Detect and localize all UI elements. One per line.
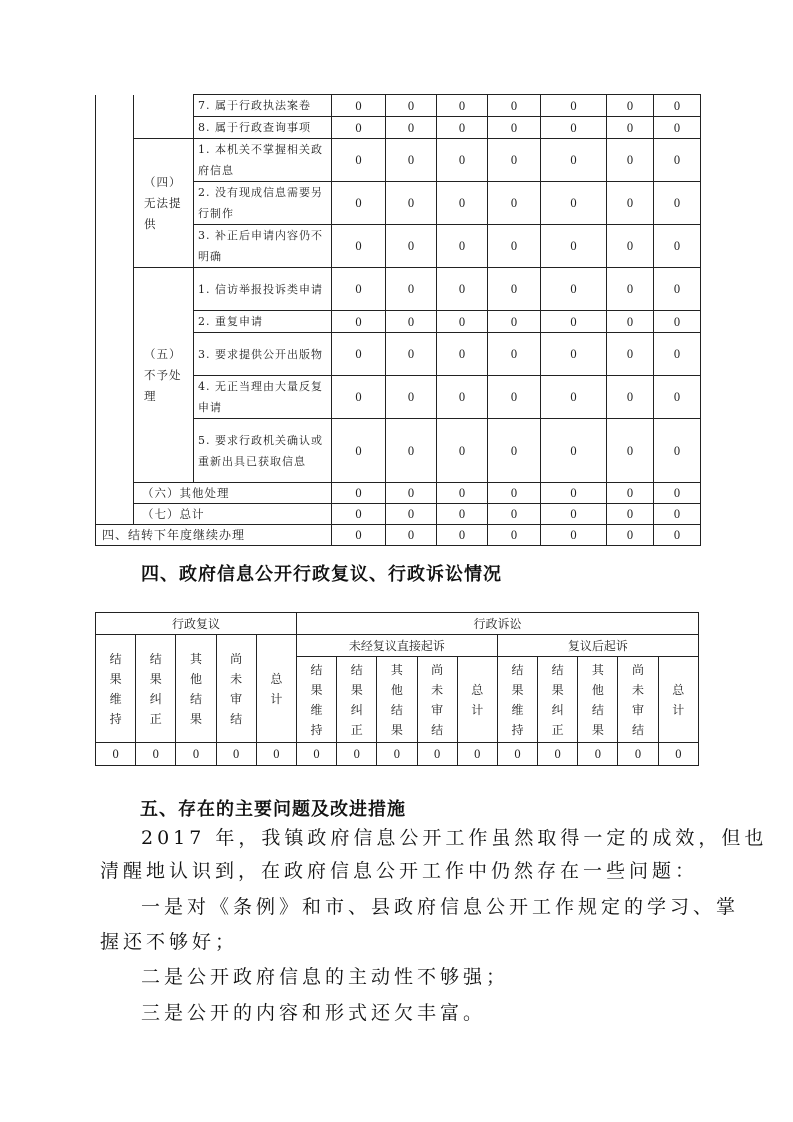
value-cell: 0 — [607, 525, 654, 546]
group-label-cannot-provide: （四）无法提供 — [134, 139, 194, 268]
column-header: 尚 未 审 结 — [618, 657, 658, 743]
value-cell: 0 — [332, 376, 386, 419]
value-cell: 0 — [654, 139, 701, 182]
value-cell: 0 — [386, 504, 437, 525]
value-cell: 0 — [607, 311, 654, 333]
row-label: 3. 要求提供公开出版物 — [194, 333, 332, 376]
value-cell: 0 — [654, 117, 701, 139]
review-header: 行政复议 — [96, 613, 297, 635]
value-cell: 0 — [437, 376, 488, 419]
value-cell: 0 — [607, 419, 654, 483]
value-cell: 0 — [488, 525, 541, 546]
disclosure-handling-table — [95, 94, 701, 546]
table-row — [96, 525, 701, 546]
column-header: 其 他 结 果 — [578, 657, 618, 743]
value-cell: 0 — [386, 117, 437, 139]
value-cell: 0 — [541, 419, 607, 483]
value-cell: 0 — [386, 268, 437, 311]
value-cell: 0 — [437, 95, 488, 117]
value-cell: 0 — [654, 182, 701, 225]
value-cell: 0 — [607, 504, 654, 525]
value-cell: 0 — [437, 117, 488, 139]
value-cell: 0 — [654, 504, 701, 525]
group-cell — [134, 95, 194, 139]
column-header: 总 计 — [457, 657, 497, 743]
row-label-other: （六）其他处理 — [134, 483, 332, 504]
value-cell: 0 — [541, 117, 607, 139]
value-cell: 0 — [541, 333, 607, 376]
value-cell: 0 — [386, 483, 437, 504]
table-row — [96, 268, 701, 311]
paragraph-line: 三是公开的内容和形式还欠丰富。 — [141, 1002, 487, 1024]
value-cell: 0 — [386, 225, 437, 268]
column-header: 总 计 — [256, 635, 296, 743]
direct-suit-header: 未经复议直接起诉 — [296, 635, 497, 657]
value-cell: 0 — [332, 333, 386, 376]
value-cell: 0 — [332, 117, 386, 139]
value-cell: 0 — [488, 311, 541, 333]
value-cell: 0 — [386, 311, 437, 333]
value-cell: 0 — [386, 139, 437, 182]
value-cell: 0 — [96, 743, 136, 766]
column-header: 其 他 结 果 — [377, 657, 417, 743]
value-cell: 0 — [176, 743, 216, 766]
value-cell: 0 — [497, 743, 537, 766]
column-header: 结 果 纠 正 — [136, 635, 176, 743]
row-label: 7. 属于行政执法案卷 — [194, 95, 332, 117]
value-cell: 0 — [386, 525, 437, 546]
value-cell: 0 — [488, 504, 541, 525]
value-cell: 0 — [607, 139, 654, 182]
value-cell: 0 — [654, 95, 701, 117]
value-cell: 0 — [654, 419, 701, 483]
row-label: 2. 重复申请 — [194, 311, 332, 333]
value-cell: 0 — [332, 483, 386, 504]
value-cell: 0 — [437, 139, 488, 182]
value-cell: 0 — [654, 311, 701, 333]
value-cell: 0 — [654, 268, 701, 311]
value-cell: 0 — [488, 268, 541, 311]
value-cell: 0 — [437, 333, 488, 376]
value-cell: 0 — [377, 743, 417, 766]
column-header: 尚 未 审 结 — [417, 657, 457, 743]
paragraph-line: 清醒地认识到，在政府信息公开工作中仍然存在一些问题： — [100, 860, 699, 882]
litigation-header: 行政诉讼 — [296, 613, 698, 635]
paragraph-line: 2017 年，我镇政府信息公开工作虽然取得一定的成效，但也 — [141, 827, 768, 849]
value-cell: 0 — [332, 95, 386, 117]
value-cell: 0 — [607, 376, 654, 419]
value-cell: 0 — [541, 182, 607, 225]
column-header: 结 果 维 持 — [296, 657, 336, 743]
value-cell: 0 — [437, 504, 488, 525]
value-cell: 0 — [256, 743, 296, 766]
group-label-not-processed: （五）不予处理 — [134, 268, 194, 483]
value-cell: 0 — [296, 743, 336, 766]
value-cell: 0 — [654, 376, 701, 419]
value-cell: 0 — [541, 311, 607, 333]
row-label-total: （七）总计 — [134, 504, 332, 525]
row-label: 4. 无正当理由大量反复申请 — [194, 376, 332, 419]
value-cell: 0 — [437, 225, 488, 268]
value-cell: 0 — [541, 504, 607, 525]
value-cell: 0 — [488, 225, 541, 268]
value-cell: 0 — [541, 376, 607, 419]
value-cell: 0 — [658, 743, 698, 766]
value-cell: 0 — [332, 419, 386, 483]
value-cell: 0 — [607, 483, 654, 504]
value-cell: 0 — [654, 525, 701, 546]
value-cell: 0 — [337, 743, 377, 766]
value-cell: 0 — [488, 376, 541, 419]
paragraph-line: 握还不够好； — [100, 931, 239, 953]
value-cell: 0 — [386, 95, 437, 117]
value-cell: 0 — [437, 483, 488, 504]
value-cell: 0 — [488, 419, 541, 483]
value-cell: 0 — [607, 117, 654, 139]
value-cell: 0 — [437, 182, 488, 225]
value-cell: 0 — [607, 182, 654, 225]
outer-group-cell — [96, 95, 134, 525]
value-cell: 0 — [488, 182, 541, 225]
row-label-carryover: 四、结转下年度继续办理 — [96, 525, 332, 546]
row-label: 3. 补正后申请内容仍不明确 — [194, 225, 332, 268]
column-header: 结 果 纠 正 — [538, 657, 578, 743]
value-cell: 0 — [607, 225, 654, 268]
value-cell: 0 — [386, 376, 437, 419]
value-cell: 0 — [541, 139, 607, 182]
value-cell: 0 — [386, 333, 437, 376]
value-cell: 0 — [332, 525, 386, 546]
value-cell: 0 — [457, 743, 497, 766]
value-cell: 0 — [417, 743, 457, 766]
column-header: 结 果 维 持 — [96, 635, 136, 743]
table-row — [96, 139, 701, 182]
paragraph-line: 二是公开政府信息的主动性不够强； — [141, 966, 510, 988]
value-cell: 0 — [488, 333, 541, 376]
value-cell: 0 — [538, 743, 578, 766]
value-cell: 0 — [332, 182, 386, 225]
value-cell: 0 — [541, 95, 607, 117]
value-cell: 0 — [437, 525, 488, 546]
row-label: 1. 信访举报投诉类申请 — [194, 268, 332, 311]
paragraph-line: 一是对《条例》和市、县政府信息公开工作规定的学习、掌 — [141, 896, 740, 918]
value-cell: 0 — [618, 743, 658, 766]
after-review-header: 复议后起诉 — [497, 635, 698, 657]
column-header: 结 果 纠 正 — [337, 657, 377, 743]
value-cell: 0 — [541, 225, 607, 268]
value-cell: 0 — [654, 333, 701, 376]
section-4-heading: 四、政府信息公开行政复议、行政诉讼情况 — [141, 564, 502, 585]
value-cell: 0 — [488, 95, 541, 117]
value-cell: 0 — [386, 419, 437, 483]
row-label: 1. 本机关不掌握相关政府信息 — [194, 139, 332, 182]
table-row — [96, 483, 701, 504]
review-litigation-table — [95, 612, 699, 766]
value-cell: 0 — [437, 419, 488, 483]
value-cell: 0 — [216, 743, 256, 766]
value-cell: 0 — [607, 95, 654, 117]
value-cell: 0 — [332, 139, 386, 182]
row-label: 2. 没有现成信息需要另行制作 — [194, 182, 332, 225]
value-cell: 0 — [654, 483, 701, 504]
column-header: 尚 未 审 结 — [216, 635, 256, 743]
row-label: 8. 属于行政查询事项 — [194, 117, 332, 139]
value-cell: 0 — [332, 504, 386, 525]
value-cell: 0 — [488, 139, 541, 182]
table-row — [96, 504, 701, 525]
row-label: 5. 要求行政机关确认或重新出具已获取信息 — [194, 419, 332, 483]
value-cell: 0 — [654, 225, 701, 268]
table-row — [96, 95, 701, 117]
value-cell: 0 — [607, 333, 654, 376]
value-cell: 0 — [386, 182, 437, 225]
value-cell: 0 — [488, 483, 541, 504]
column-header: 结 果 维 持 — [497, 657, 537, 743]
value-cell: 0 — [332, 225, 386, 268]
value-cell: 0 — [136, 743, 176, 766]
value-cell: 0 — [607, 268, 654, 311]
column-header: 其 他 结 果 — [176, 635, 216, 743]
value-cell: 0 — [488, 117, 541, 139]
value-cell: 0 — [332, 268, 386, 311]
value-cell: 0 — [541, 268, 607, 311]
section-5-heading: 五、存在的主要问题及改进措施 — [140, 799, 406, 820]
value-cell: 0 — [541, 483, 607, 504]
value-cell: 0 — [437, 311, 488, 333]
value-cell: 0 — [332, 311, 386, 333]
column-header: 总 计 — [658, 657, 698, 743]
value-cell: 0 — [578, 743, 618, 766]
value-cell: 0 — [437, 268, 488, 311]
value-cell: 0 — [541, 525, 607, 546]
